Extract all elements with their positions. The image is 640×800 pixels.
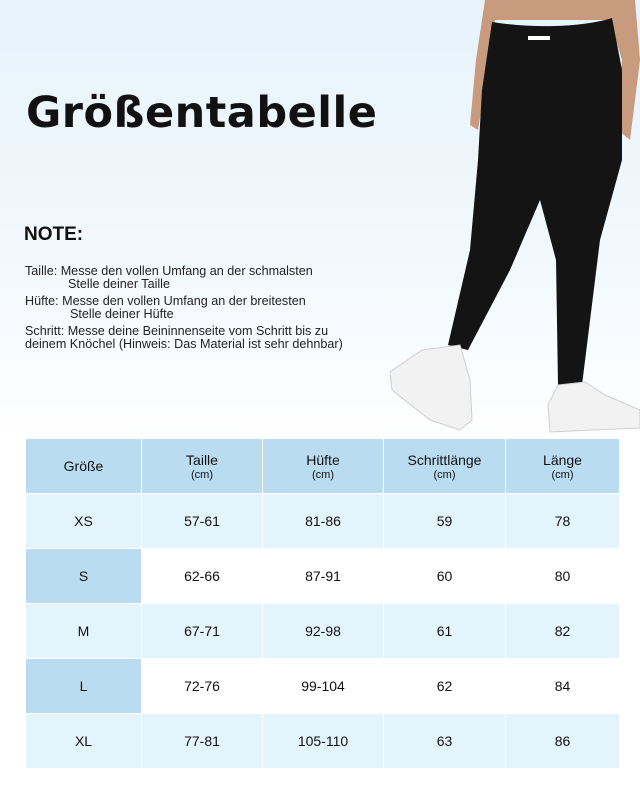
product-photo-model-leggings: [360, 0, 640, 440]
table-row: [26, 659, 620, 714]
hip-cell: 105-110: [263, 714, 384, 769]
note-line: Schritt: Messe deine Beininnenseite vom Schritt bis zu: [25, 324, 329, 338]
header-unit: (cm): [312, 468, 334, 481]
header-waist: [142, 439, 263, 494]
table-header-row: [26, 439, 620, 494]
brand-logo: [528, 36, 550, 40]
header-inseam: [384, 439, 506, 494]
inseam-cell: 60: [384, 549, 506, 604]
note-line: Stelle deiner Hüfte: [70, 307, 174, 321]
note-heading: NOTE:: [24, 224, 84, 245]
waist-cell: 77-81: [142, 714, 263, 769]
right-shoe: [548, 382, 640, 432]
header-label: Größe: [63, 457, 104, 474]
hip-cell: 99-104: [263, 659, 384, 714]
inseam-cell: 59: [384, 494, 506, 549]
size-cell: XL: [26, 714, 142, 769]
note-huefte: [25, 295, 306, 321]
header-length: [506, 439, 620, 494]
size-cell: S: [26, 549, 142, 604]
header-label: Schrittlänge: [407, 451, 482, 468]
waist-cell: 72-76: [142, 659, 263, 714]
note-line: Stelle deiner Taille: [68, 277, 170, 291]
note-schritt: [25, 325, 343, 351]
length-cell: 86: [506, 714, 620, 769]
length-cell: 82: [506, 604, 620, 659]
length-cell: 80: [506, 549, 620, 604]
waist-cell: 57-61: [142, 494, 263, 549]
header-unit: (cm): [191, 468, 213, 481]
header-unit: (cm): [433, 468, 456, 481]
left-shoe: [390, 345, 472, 430]
note-line: deinem Knöchel (Hinweis: Das Material ist sehr dehnbar): [25, 337, 343, 351]
table-row: [26, 549, 620, 604]
header-label: Hüfte: [306, 451, 340, 468]
leggings: [448, 18, 622, 385]
note-line: Taille: Messe den vollen Umfang an der schmalsten: [25, 264, 313, 278]
table-row: [26, 494, 620, 549]
note-line: Hüfte: Messe den vollen Umfang an der breitesten: [25, 294, 306, 308]
size-cell: XS: [26, 494, 142, 549]
waist-cell: 62-66: [142, 549, 263, 604]
inseam-cell: 62: [384, 659, 506, 714]
header-label: Taille: [186, 451, 218, 468]
hip-cell: 87-91: [263, 549, 384, 604]
table-row: [26, 714, 620, 769]
hip-cell: 92-98: [263, 604, 384, 659]
header-label: Länge: [543, 451, 582, 468]
header-unit: (cm): [551, 468, 574, 481]
size-cell: M: [26, 604, 142, 659]
length-cell: 78: [506, 494, 620, 549]
length-cell: 84: [506, 659, 620, 714]
header-hip: [263, 439, 384, 494]
note-taille: [25, 265, 313, 291]
table-row: [26, 604, 620, 659]
waist-cell: 67-71: [142, 604, 263, 659]
size-cell: L: [26, 659, 142, 714]
hip-cell: 81-86: [263, 494, 384, 549]
page-title: Größentabelle: [26, 88, 378, 138]
inseam-cell: 61: [384, 604, 506, 659]
inseam-cell: 63: [384, 714, 506, 769]
size-table: [25, 438, 620, 769]
header-size: [26, 439, 142, 494]
